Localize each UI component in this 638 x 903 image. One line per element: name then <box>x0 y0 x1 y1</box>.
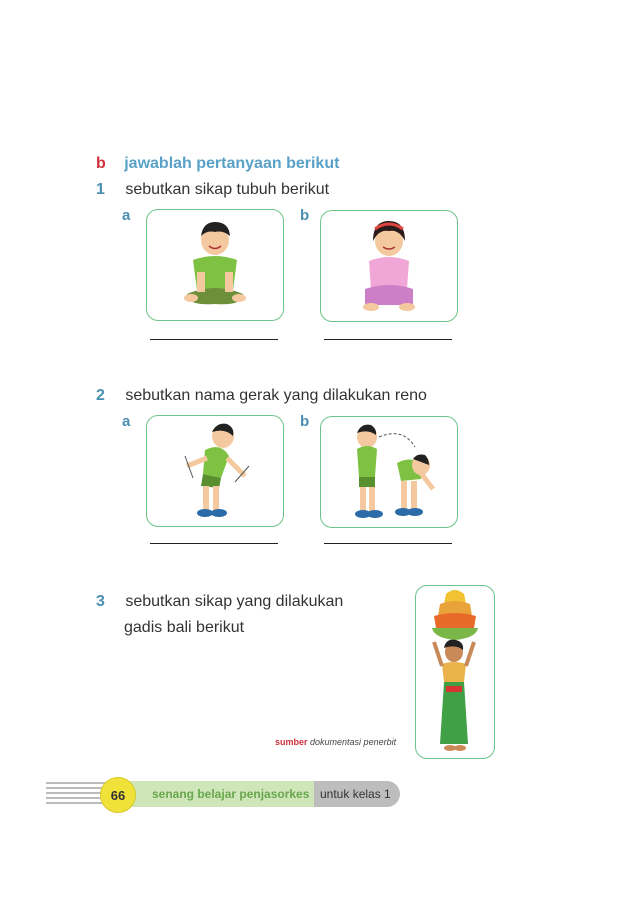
section-header <box>96 155 339 173</box>
answer-line-1b <box>324 339 452 340</box>
image-frame-sitting-girl <box>320 210 458 322</box>
option-label-b: b <box>300 207 310 224</box>
footer-grade: untuk kelas 1 <box>320 787 391 801</box>
question-text-line-2: gadis bali berikut <box>124 619 245 636</box>
caption-text: dokumentasi penerbit <box>310 737 397 747</box>
option-label-a: a <box>122 413 131 430</box>
question-text-line-1: sebutkan sikap yang dilakukan <box>125 593 344 610</box>
sitting-boy-illustration <box>147 210 283 320</box>
sitting-girl-illustration <box>321 211 457 321</box>
bali-girl-illustration <box>416 586 494 758</box>
page-number-badge <box>100 777 136 813</box>
image-frame-bali-girl <box>415 585 495 759</box>
question-2 <box>96 387 427 405</box>
bend-down-illustration <box>321 417 457 527</box>
section-marker: b <box>96 155 106 172</box>
section-title: jawablah pertanyaan berikut <box>124 155 340 172</box>
question-number: 3 <box>96 593 105 610</box>
question-1 <box>96 181 329 199</box>
answer-line-2a <box>150 543 278 544</box>
answer-line-1a <box>150 339 278 340</box>
image-frame-sitting-boy <box>146 209 284 321</box>
answer-line-2b <box>324 543 452 544</box>
footer-decoration <box>46 780 108 808</box>
caption-label: sumber <box>275 737 308 747</box>
question-3 <box>96 593 343 611</box>
option-label-b: b <box>300 413 310 430</box>
question-text: sebutkan sikap tubuh berikut <box>125 181 330 198</box>
image-source-caption <box>275 737 396 747</box>
footer-book-title: senang belajar penjasorkes <box>152 787 310 801</box>
page-number: 66 <box>110 787 126 803</box>
arm-swing-illustration <box>147 416 283 526</box>
image-frame-bend-down <box>320 416 458 528</box>
option-label-a: a <box>122 207 131 224</box>
question-number: 1 <box>96 181 105 198</box>
question-text: sebutkan nama gerak yang dilakukan reno <box>125 387 427 404</box>
image-frame-arm-swing <box>146 415 284 527</box>
question-number: 2 <box>96 387 105 404</box>
